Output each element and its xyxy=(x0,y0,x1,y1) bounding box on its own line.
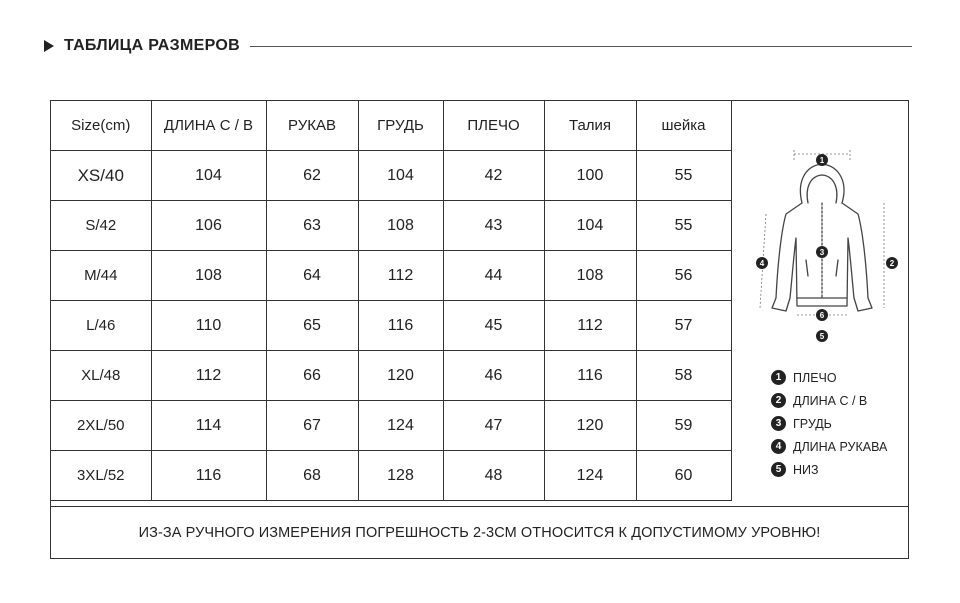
size-cell: XS/40 xyxy=(51,151,151,201)
table-cell: 114 xyxy=(151,401,266,451)
legend-number-icon: 5 xyxy=(771,462,786,477)
table-row xyxy=(51,451,731,501)
column-header: ГРУДЬ xyxy=(358,101,443,151)
table-cell: 112 xyxy=(151,351,266,401)
marker-4-label: 4 xyxy=(759,259,765,268)
column-header: Size(cm) xyxy=(51,101,151,151)
table-cell: 128 xyxy=(358,451,443,501)
table-cell: 46 xyxy=(443,351,544,401)
legend-label: НИЗ xyxy=(793,462,819,477)
column-header: ДЛИНА С / В xyxy=(151,101,266,151)
table-cell: 104 xyxy=(151,151,266,201)
marker-2-label: 2 xyxy=(889,259,895,268)
table-cell: 104 xyxy=(358,151,443,201)
table-cell: 100 xyxy=(544,151,636,201)
table-cell: 108 xyxy=(151,251,266,301)
table-cell: 59 xyxy=(636,401,731,451)
legend-item xyxy=(771,412,887,435)
table-cell: 57 xyxy=(636,301,731,351)
legend-number-icon: 2 xyxy=(771,393,786,408)
table-cell: 124 xyxy=(544,451,636,501)
table-cell: 120 xyxy=(358,351,443,401)
legend-label: ГРУДЬ xyxy=(793,416,832,431)
legend-item xyxy=(771,389,887,412)
size-cell: L/46 xyxy=(51,301,151,351)
size-table xyxy=(51,101,732,501)
table-cell: 110 xyxy=(151,301,266,351)
legend-number-icon: 1 xyxy=(771,370,786,385)
table-cell: 42 xyxy=(443,151,544,201)
marker-3-label: 3 xyxy=(819,248,825,257)
table-cell: 116 xyxy=(151,451,266,501)
table-cell: 63 xyxy=(266,201,358,251)
column-header: РУКАВ xyxy=(266,101,358,151)
table-header-row xyxy=(51,101,731,151)
column-header: ПЛЕЧО xyxy=(443,101,544,151)
table-row xyxy=(51,151,731,201)
hoodie-measurement-diagram-icon xyxy=(742,148,904,348)
table-cell: 43 xyxy=(443,201,544,251)
table-cell: 124 xyxy=(358,401,443,451)
size-cell: 3XL/52 xyxy=(51,451,151,501)
table-cell: 64 xyxy=(266,251,358,301)
table-cell: 116 xyxy=(358,301,443,351)
table-cell: 66 xyxy=(266,351,358,401)
column-header: шейка xyxy=(636,101,731,151)
header-divider xyxy=(250,46,912,47)
size-cell: S/42 xyxy=(51,201,151,251)
size-cell: XL/48 xyxy=(51,351,151,401)
table-row xyxy=(51,351,731,401)
page-title: ТАБЛИЦА РАЗМЕРОВ xyxy=(64,37,240,54)
legend-item xyxy=(771,435,887,458)
table-cell: 48 xyxy=(443,451,544,501)
legend-item xyxy=(771,458,887,481)
table-cell: 56 xyxy=(636,251,731,301)
marker-6-label: 6 xyxy=(819,311,825,320)
table-row xyxy=(51,251,731,301)
table-row xyxy=(51,201,731,251)
play-arrow-icon xyxy=(44,40,54,52)
legend-number-icon: 3 xyxy=(771,416,786,431)
column-header: Талия xyxy=(544,101,636,151)
table-cell: 108 xyxy=(358,201,443,251)
table-cell: 55 xyxy=(636,201,731,251)
table-cell: 47 xyxy=(443,401,544,451)
table-cell: 116 xyxy=(544,351,636,401)
table-cell: 112 xyxy=(358,251,443,301)
table-cell: 45 xyxy=(443,301,544,351)
table-row xyxy=(51,401,731,451)
size-cell: M/44 xyxy=(51,251,151,301)
table-cell: 68 xyxy=(266,451,358,501)
marker-1-label: 1 xyxy=(819,156,825,165)
legend-number-icon: 4 xyxy=(771,439,786,454)
table-cell: 112 xyxy=(544,301,636,351)
page-header xyxy=(44,34,912,58)
table-cell: 55 xyxy=(636,151,731,201)
legend-label: ДЛИНА С / В xyxy=(793,393,868,408)
table-cell: 65 xyxy=(266,301,358,351)
marker-5-label: 5 xyxy=(819,332,825,341)
table-cell: 58 xyxy=(636,351,731,401)
legend-label: ПЛЕЧО xyxy=(793,370,837,385)
measurement-notice xyxy=(51,506,908,559)
legend-item xyxy=(771,366,887,389)
size-cell: 2XL/50 xyxy=(51,401,151,451)
notice-text: ИЗ-ЗА РУЧНОГО ИЗМЕРЕНИЯ ПОГРЕШНОСТЬ 2-3СМ ОТНОСИТСЯ К ДОПУСТИМОМУ УРОВНЮ! xyxy=(138,525,821,541)
table-cell: 120 xyxy=(544,401,636,451)
table-cell: 60 xyxy=(636,451,731,501)
table-row xyxy=(51,301,731,351)
table-cell: 62 xyxy=(266,151,358,201)
table-cell: 104 xyxy=(544,201,636,251)
legend-label: ДЛИНА РУКАВА xyxy=(793,439,888,454)
diagram-legend xyxy=(771,366,887,481)
table-cell: 67 xyxy=(266,401,358,451)
table-cell: 44 xyxy=(443,251,544,301)
table-cell: 108 xyxy=(544,251,636,301)
table-cell: 106 xyxy=(151,201,266,251)
